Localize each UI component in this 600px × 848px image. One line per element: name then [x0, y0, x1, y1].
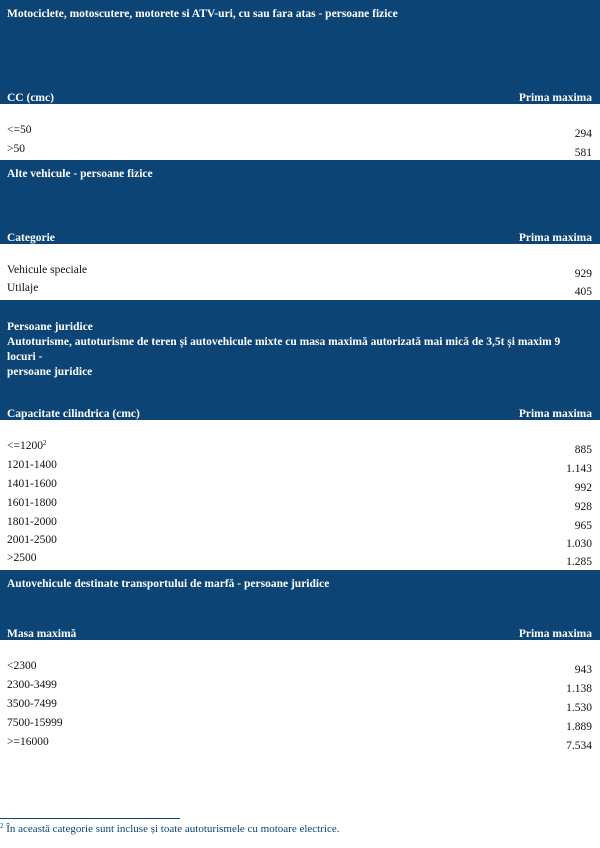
row-label: <2300	[7, 660, 37, 672]
row-value: 1.285	[566, 556, 592, 568]
section-title-line: persoane juridice	[7, 366, 93, 378]
row-label: 1801-2000	[7, 516, 57, 528]
section-title	[7, 577, 590, 592]
row-value: 1.138	[566, 683, 592, 695]
footnote-text: În această categorie sunt incluse și toate autoturismele cu motoare electrice.	[3, 823, 340, 835]
row-value: 294	[574, 128, 592, 140]
section-title	[7, 167, 590, 182]
row-label: Vehicule speciale	[7, 264, 88, 276]
row-value: 581	[574, 147, 592, 159]
column-header-right: Prima maxima	[518, 408, 592, 420]
section-title-line: Motociclete, motoscutere, motorete si ATV-uri, cu sau fara atas - persoane fizice	[7, 8, 398, 20]
row-value: 405	[574, 286, 592, 298]
row-label: 1201-1400	[7, 459, 57, 471]
section-title-line: Autoturisme, autoturisme de teren și autovehicule mixte cu masa maximă autorizată mai mică de 3,5t și maxim 9 locuri -	[7, 336, 561, 363]
column-header-right: Prima maxima	[518, 628, 592, 640]
table-row	[0, 440, 600, 458]
row-label: 7500-15999	[7, 717, 63, 729]
table-row	[0, 143, 600, 161]
footnote-divider	[0, 818, 180, 819]
column-header-right: Prima maxima	[518, 232, 592, 244]
footnote-marker: 2	[0, 822, 4, 830]
row-label: 3500-7499	[7, 698, 57, 710]
column-header-left: Capacitate cilindrica (cmc)	[7, 408, 140, 420]
table-row	[0, 478, 600, 496]
section-title	[7, 7, 590, 22]
row-label	[7, 440, 46, 452]
row-value: 1.889	[566, 721, 592, 733]
row-label-text: <=1200	[7, 440, 43, 452]
row-label: Utilaje	[7, 282, 39, 294]
column-header-left: CC (cmc)	[7, 92, 54, 104]
table-row	[0, 534, 600, 552]
section-title	[7, 320, 590, 380]
section-title-line: Alte vehicule - persoane fizice	[7, 168, 153, 180]
row-label: 1401-1600	[7, 478, 57, 490]
row-value: 1.143	[566, 463, 592, 475]
table-row	[0, 552, 600, 570]
row-value: 965	[574, 520, 592, 532]
table-row	[0, 660, 600, 678]
row-value: 992	[574, 482, 592, 494]
row-value: 7.534	[566, 740, 592, 752]
column-header-left: Categorie	[7, 232, 55, 244]
row-value: 928	[574, 501, 592, 513]
table-row	[0, 736, 600, 754]
section-header-alte-vehicule	[0, 160, 600, 244]
row-value: 1.030	[566, 538, 592, 550]
row-value: 929	[574, 268, 592, 280]
row-value: 885	[574, 444, 592, 456]
footnote-marker: 2	[42, 439, 47, 447]
table-row	[0, 124, 600, 142]
column-header-left: Masa maximă	[7, 628, 77, 640]
table-row	[0, 459, 600, 477]
table-row	[0, 264, 600, 282]
row-label: 2300-3499	[7, 679, 57, 691]
row-label: 1601-1800	[7, 497, 57, 509]
table-row	[0, 698, 600, 716]
row-label: >50	[7, 143, 25, 155]
row-label: <=50	[7, 124, 32, 136]
row-label: 2001-2500	[7, 534, 57, 546]
table-row	[0, 679, 600, 697]
section-title-line: Autovehicule destinate transportului de marfă - persoane juridice	[7, 578, 330, 590]
table-row	[0, 717, 600, 735]
footnote	[0, 823, 339, 835]
row-value: 1.530	[566, 702, 592, 714]
section-header-transport-marfa	[0, 570, 600, 640]
table-row	[0, 516, 600, 534]
table-row	[0, 282, 600, 300]
table-row	[0, 497, 600, 515]
column-header-right: Prima maxima	[518, 92, 592, 104]
row-label: >=16000	[7, 736, 49, 748]
row-value: 943	[574, 664, 592, 676]
section-title-line: Persoane juridice	[7, 321, 93, 333]
section-header-persoane-juridice	[0, 300, 600, 420]
section-header-motociclete	[0, 0, 600, 104]
row-label: >2500	[7, 552, 37, 564]
